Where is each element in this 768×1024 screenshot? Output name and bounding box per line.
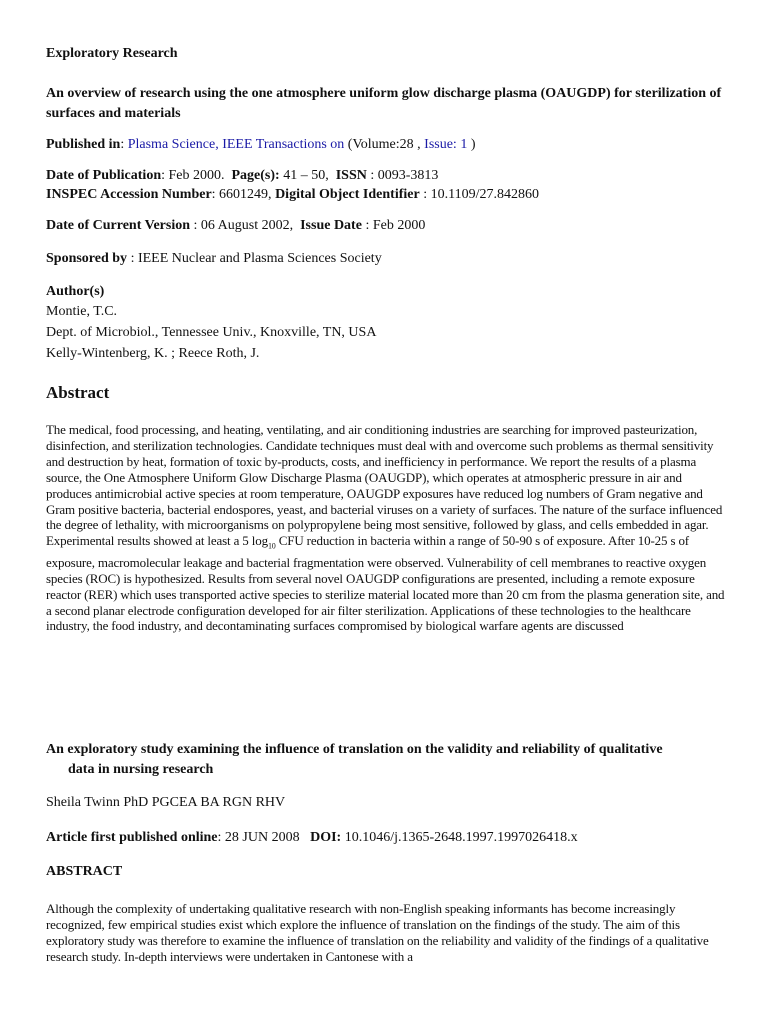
- abstract-part-1: The medical, food processing, and heating, ventilating, and air conditioning industries are searching for improved pasteurization, disinfection, and sterilization technologies. Candidate techniques must deal with and overcome such problems as thermal sensitivity and destruction by heat, formation of toxic by-products, costs, and inefficiency in performance. We report the results of a plasma source, the One Atmosphere Uniform Glow Discharge Plasma (OAUGDP), which operates at atmospheric pressure in air and produces antimicrobial active species at room temperature, OAUGDP exposures have reduced log numbers of Gram negative and Gram positive bacteria, bacterial endospores, yeast, and bacterial viruses on a variety of surfaces. The nature of the surface influenced the degree of lethality, with microorganisms on polypropylene being most sensitive, followed by glass, and cells embedded in agar. Experimental results showed at least a 5 log: [46, 422, 723, 549]
- doi-value: : 10.1109/27.842860: [423, 187, 539, 202]
- article2-author: Sheila Twinn PhD PGCEA BA RGN RHV: [46, 795, 286, 810]
- close-paren: ): [467, 137, 476, 152]
- article2-title-line-2: data in nursing research: [68, 762, 214, 777]
- published-in-label: Published in: [46, 137, 121, 152]
- pages-label: Page(s):: [231, 168, 280, 183]
- inspec-line: [46, 187, 539, 203]
- section-label: Exploratory Research: [46, 46, 178, 61]
- article2-doi-label: DOI:: [310, 830, 342, 845]
- article2-title: [46, 740, 726, 780]
- abstract-part-2: CFU reduction in bacteria within a range of 50-90 s of exposure. After 10-25 s of exposure, macromolecular leakage and bacterial fragmentation were observed. Vulnerability of cell membranes to reactive oxygen species (ROC) is hypothesized. Results from several novel OAUGDP configurations are presented, including a remote exposure reactor (RER) which uses transported active species to sterilize material located more than 20 cm from the plasma generation site, and a second planar electrode configuration developed for air filter sterilization. Applications of these technologies to the healthcare industry, the food industry, and decontaminating surfaces compromised by biological warfare agents are discussed: [46, 533, 725, 634]
- inspec-label: INSPEC Accession Number: [46, 187, 212, 202]
- article2-abstract-text: Although the complexity of undertaking qualitative research with non-English speaking informants has become increasingly recognized, few empirical studies exist which explore the influence of translation on the findings of the study. The aim of this exploratory study was therefore to examine the influence of translation on the reliability and validity of the findings of a qualitative research study. In-depth interviews were undertaken in Cantonese with a: [46, 901, 709, 964]
- date-pub-label: Date of Publication: [46, 168, 162, 183]
- author-line-2: Dept. of Microbiol., Tennessee Univ., Knoxville, TN, USA: [46, 325, 377, 340]
- sponsored-line: [46, 251, 382, 267]
- abstract-subscript: 10: [267, 541, 276, 551]
- author-line-3: Kelly-Wintenberg, K. ; Reece Roth, J.: [46, 346, 260, 361]
- issue-date-value: : Feb 2000: [365, 218, 426, 233]
- author-line-1: Montie, T.C.: [46, 304, 118, 319]
- authors-heading: Author(s): [46, 284, 105, 299]
- issn-value: : 0093-3813: [370, 168, 439, 183]
- article1-title: An overview of research using the one atmosphere uniform glow discharge plasma (OAUGDP) for sterilization of surfaces and materials: [46, 86, 722, 121]
- pages-value: 41 – 50,: [283, 168, 329, 183]
- abstract-heading: Abstract: [46, 383, 110, 402]
- current-version-value: : 06 August 2002,: [193, 218, 294, 233]
- date-pub-value: : Feb 2000.: [161, 168, 225, 183]
- article2-doi-value: 10.1046/j.1365-2648.1997.1997026418.x: [341, 830, 578, 845]
- article2-published-label: Article first published online: [46, 830, 218, 845]
- published-in-line: Published in: Plasma Science, IEEE Transactions on (Volume:28 , Issue: 1 ): [46, 137, 476, 152]
- article2-abstract-heading: ABSTRACT: [46, 864, 123, 879]
- current-version-line: [46, 218, 425, 234]
- issn-label: ISSN: [335, 168, 367, 183]
- publication-details-line: [46, 168, 438, 184]
- sponsored-label: Sponsored by: [46, 251, 128, 266]
- abstract-text: [46, 422, 726, 634]
- volume-text: (Volume:28 ,: [344, 137, 425, 152]
- article2-title-line-1: An exploratory study examining the influence of translation on the validity and reliability of qualitative: [46, 742, 663, 757]
- article2-published-line: [46, 830, 578, 846]
- article2-published-value: : 28 JUN 2008: [217, 830, 300, 845]
- inspec-value: : 6601249,: [211, 187, 272, 202]
- issue-link[interactable]: Issue: 1: [424, 137, 468, 152]
- doi-label: Digital Object Identifier: [275, 187, 420, 202]
- journal-link[interactable]: Plasma Science, IEEE Transactions on: [127, 137, 345, 152]
- sponsored-value: : IEEE Nuclear and Plasma Sciences Society: [130, 251, 382, 266]
- current-version-label: Date of Current Version: [46, 218, 191, 233]
- issue-date-label: Issue Date: [300, 218, 362, 233]
